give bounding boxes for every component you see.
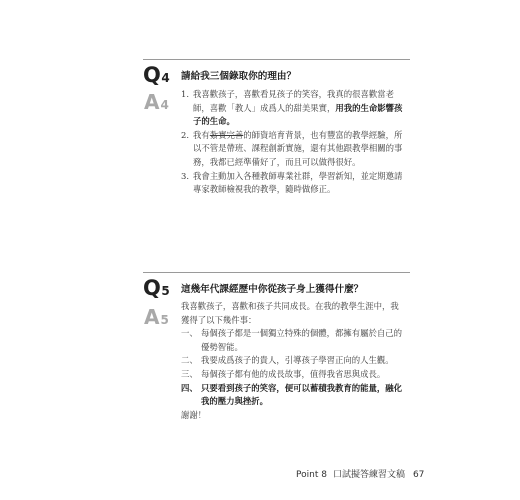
- a4-item: [181, 170, 406, 197]
- a4-item-number: 2.: [181, 129, 189, 140]
- footer-chapter: Point 8: [296, 470, 327, 480]
- q5-label: [143, 278, 170, 299]
- a5-number: 5: [160, 313, 169, 327]
- a4-item: [181, 129, 406, 170]
- footer-title: 口試擬答練習文稿: [332, 470, 405, 480]
- q5-number: 5: [161, 284, 170, 298]
- a4-item: [181, 88, 406, 129]
- a4-list: [181, 88, 406, 197]
- q5-divider: [143, 272, 410, 273]
- q5-question: 這幾年代課經歷中你從孩子身上獲得什麼？: [181, 284, 364, 295]
- a5-item-number: 一、: [181, 328, 198, 339]
- a4-item-text-continued: 的師資培育背景，也有豐富的教學經驗，所以不管是帶班、課程創新實施，還有其他跟教學相關的事務，我都已經準備好了，而且可以做得很好。: [193, 129, 403, 167]
- a5-item-number: 四、: [181, 382, 198, 393]
- q4-number: 4: [161, 71, 170, 85]
- q4-divider: [143, 59, 410, 60]
- a4-number: 4: [160, 98, 169, 112]
- a5-item: [181, 368, 406, 382]
- q4-label: [143, 65, 170, 86]
- a5-item-number: 二、: [181, 355, 198, 366]
- a5-answer: [181, 300, 406, 422]
- a5-item: [181, 354, 406, 368]
- q4-question: 請給我三個錄取你的理由？: [181, 71, 297, 82]
- a5-intro: 我喜歡孩子，喜歡和孩子共同成長。在我的教學生涯中，我獲得了以下幾件事：: [181, 301, 399, 325]
- a4-letter: A: [144, 90, 160, 114]
- a5-closing: 謝謝！: [181, 409, 207, 420]
- a5-label: [144, 307, 169, 327]
- a5-item-text: 只要看到孩子的笑容，便可以蓄積我教育的能量，融化我的壓力與挫折。: [201, 382, 402, 407]
- a4-item-text: 我有: [193, 129, 210, 140]
- a5-item-emphasized: [181, 382, 406, 409]
- a5-item-number: 三、: [181, 368, 198, 379]
- a4-item-number: 1.: [181, 89, 189, 99]
- page-footer: [296, 467, 424, 480]
- a4-answer: [181, 88, 406, 197]
- a4-item-text: 我喜歡孩子，喜歡看見孩子的笑容，我真的很喜歡當老師，喜歡「教人」成爲人的甜美果實，: [193, 89, 394, 113]
- a5-item-text: 每個孩子都有他的成長故事，值得我省思與成長。: [201, 368, 386, 379]
- a4-item-text: 我會主動加入各種教師專業社群，學習新知，並定期邀請專家教師檢視我的教學，隨時做修正。: [193, 170, 403, 195]
- page-number: 67: [412, 470, 425, 480]
- a4-label: [144, 92, 169, 112]
- q5-letter: Q: [143, 276, 161, 300]
- a5-item: [181, 327, 406, 354]
- a4-item-number: 3.: [181, 170, 189, 181]
- a5-item-text: 我要成爲孩子的貴人，引導孩子學習正向的人生觀。: [201, 355, 394, 366]
- a4-item-struck-text: 紮實完善: [209, 129, 244, 140]
- a4-item-bold-text: 用我的生命影響孩子的生命。: [193, 102, 403, 127]
- q4-letter: Q: [143, 63, 161, 87]
- a5-letter: A: [144, 305, 160, 329]
- a5-item-text: 每個孩子都是一個獨立特殊的個體，都擁有屬於自己的優勢智能。: [201, 328, 402, 352]
